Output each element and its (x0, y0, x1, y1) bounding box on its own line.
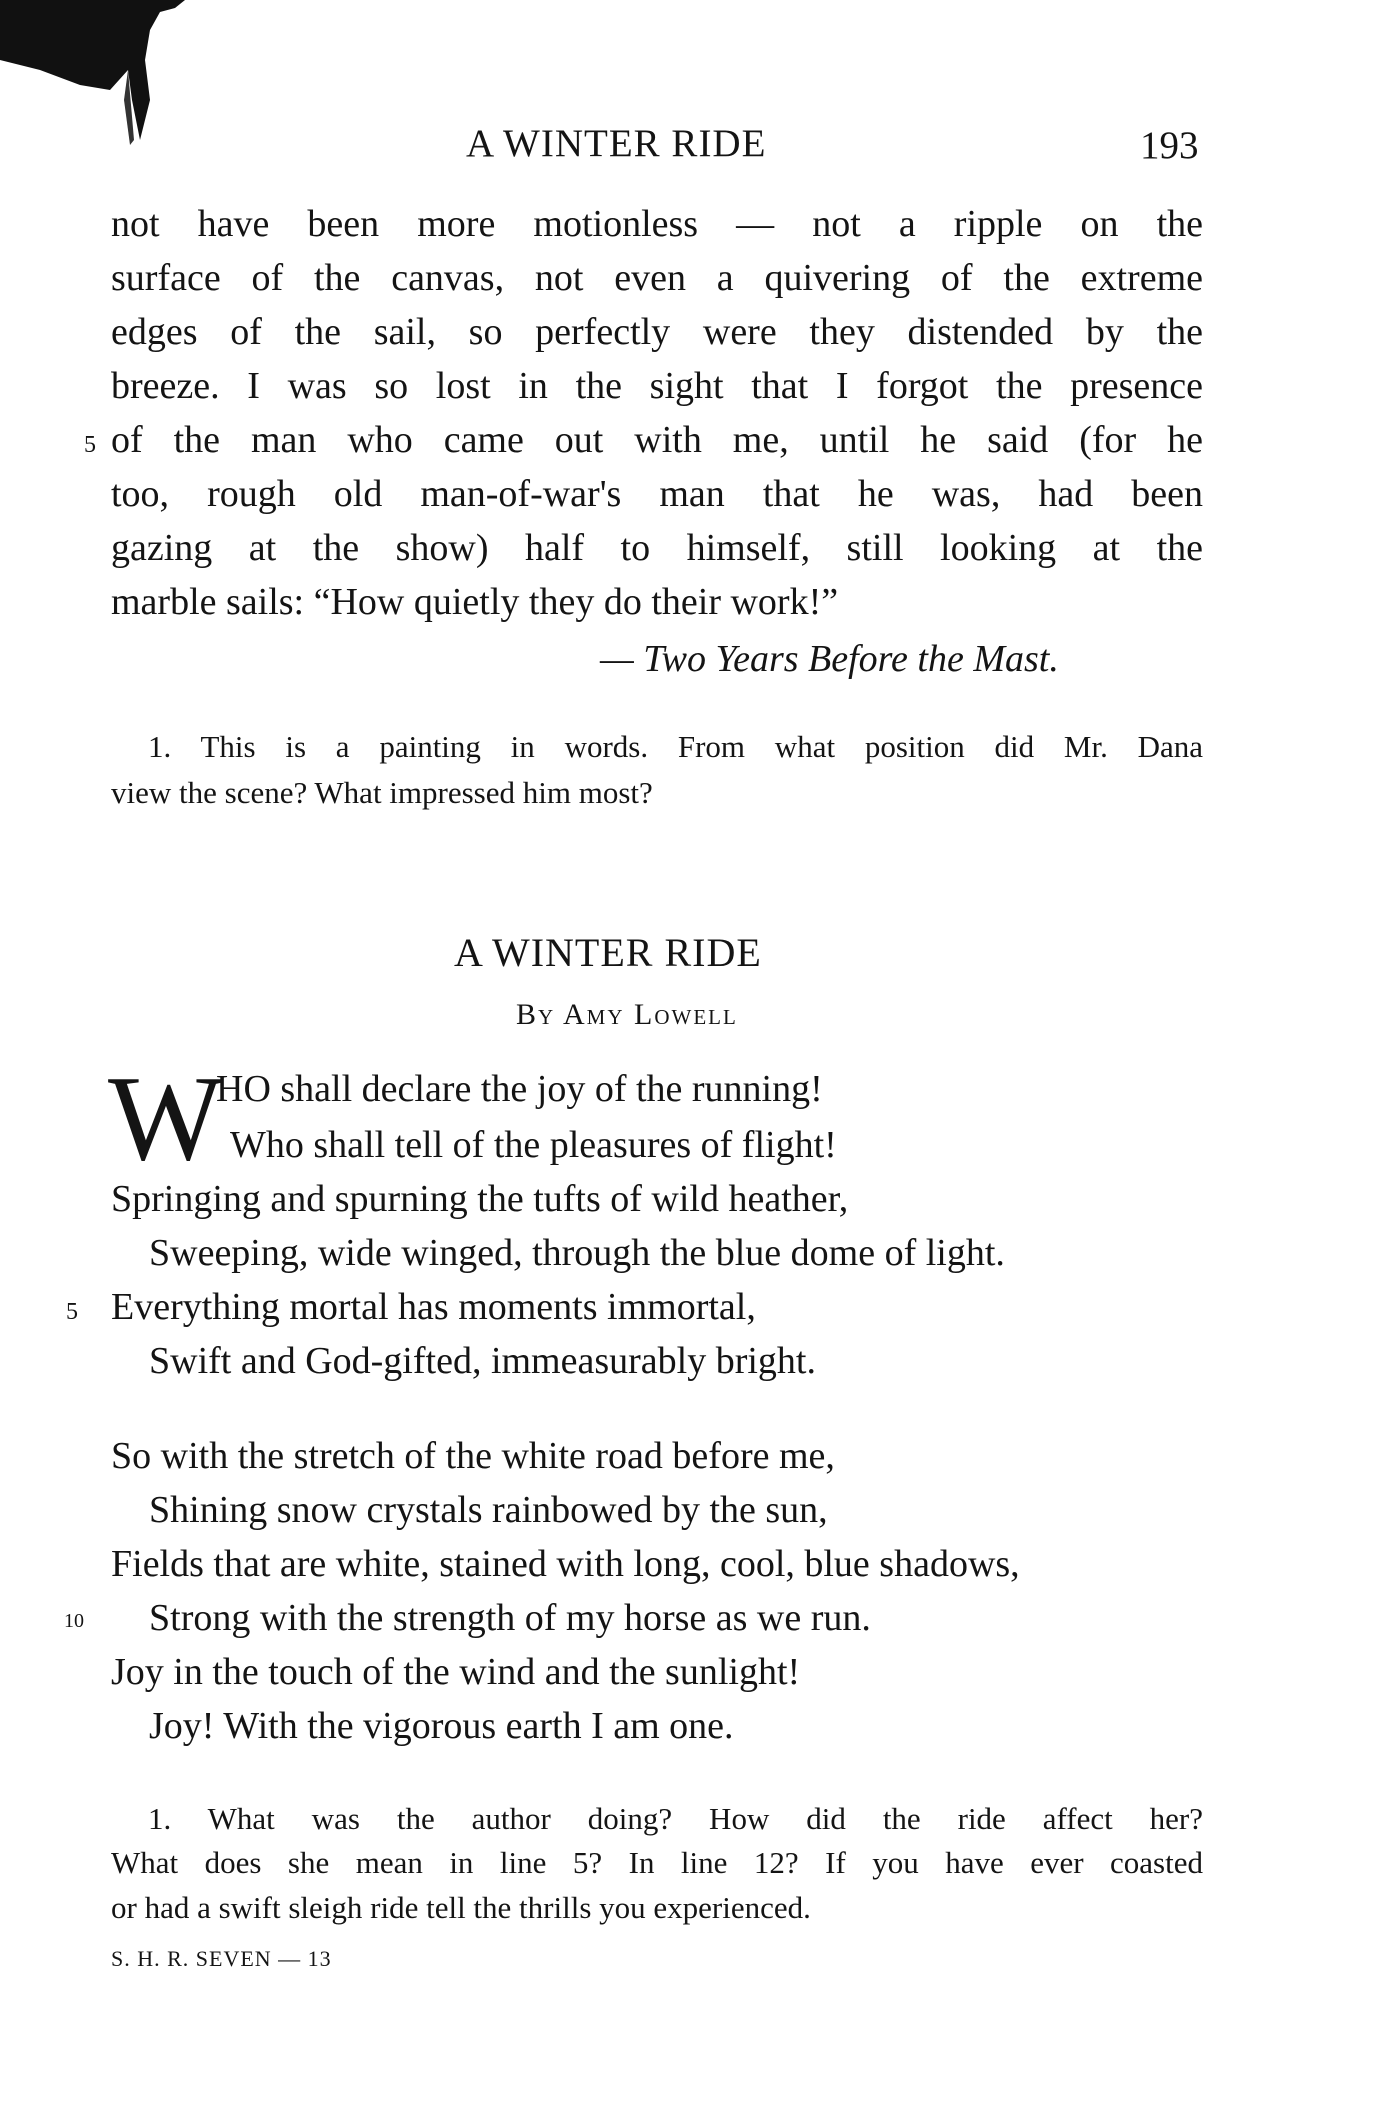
line-number: 5 (66, 1299, 78, 1325)
prose-line: surface of the canvas, not even a quivering of the extreme (111, 257, 1203, 299)
prose-question: view the scene? What impressed him most? (111, 775, 653, 810)
poem-line: Fields that are white, stained with long, cool, blue shadows, (111, 1543, 1020, 1585)
poem-line: Who shall tell of the pleasures of flight! (230, 1124, 837, 1166)
line-number: 10 (64, 1610, 84, 1632)
poem-line: Shining snow crystals rainbowed by the sun, (149, 1489, 828, 1531)
poem-question: 1. What was the author doing? How did the ride affect her? (148, 1801, 1203, 1836)
prose-line: of the man who came out with me, until he said (for he (111, 419, 1203, 461)
attribution: — Two Years Before the Mast. (600, 638, 1059, 680)
poem-line: Everything mortal has moments immortal, (111, 1286, 756, 1328)
poem-line: So with the stretch of the white road before me, (111, 1435, 835, 1477)
prose-question: 1. This is a painting in words. From what position did Mr. Dana (148, 729, 1203, 764)
signature-footer: S. H. R. SEVEN — 13 (111, 1946, 332, 1971)
poem-title: A WINTER RIDE (454, 930, 762, 975)
ink-blot-mark (0, 0, 200, 150)
poem-line: Joy! With the vigorous earth I am one. (149, 1705, 734, 1747)
drop-cap: W (108, 1051, 224, 1186)
prose-line: edges of the sail, so perfectly were they distended by the (111, 311, 1203, 353)
poem-question: or had a swift sleigh ride tell the thrills you experienced. (111, 1890, 811, 1925)
page-number: 193 (1140, 124, 1199, 167)
prose-line: breeze. I was so lost in the sight that I forgot the presence (111, 365, 1203, 407)
poem-line: Strong with the strength of my horse as we run. (149, 1597, 871, 1639)
poem-line: Swift and God-gifted, immeasurably bright. (149, 1340, 816, 1382)
poem-line: HO shall declare the joy of the running! (216, 1068, 823, 1110)
poem-line: Joy in the touch of the wind and the sunlight! (111, 1651, 801, 1693)
poem-question: What does she mean in line 5? In line 12? If you have ever coasted (111, 1845, 1203, 1880)
prose-line: not have been more motionless — not a ripple on the (111, 203, 1203, 245)
poem-byline: By Amy Lowell (516, 998, 738, 1031)
running-title: A WINTER RIDE (466, 122, 767, 165)
poem-line: Springing and spurning the tufts of wild heather, (111, 1178, 849, 1220)
line-number: 5 (84, 432, 96, 458)
prose-line: marble sails: “How quietly they do their work!” (111, 581, 839, 623)
poem-line: Sweeping, wide winged, through the blue dome of light. (149, 1232, 1005, 1274)
prose-line: gazing at the show) half to himself, still looking at the (111, 527, 1203, 569)
prose-line: too, rough old man-of-war's man that he was, had been (111, 473, 1203, 515)
